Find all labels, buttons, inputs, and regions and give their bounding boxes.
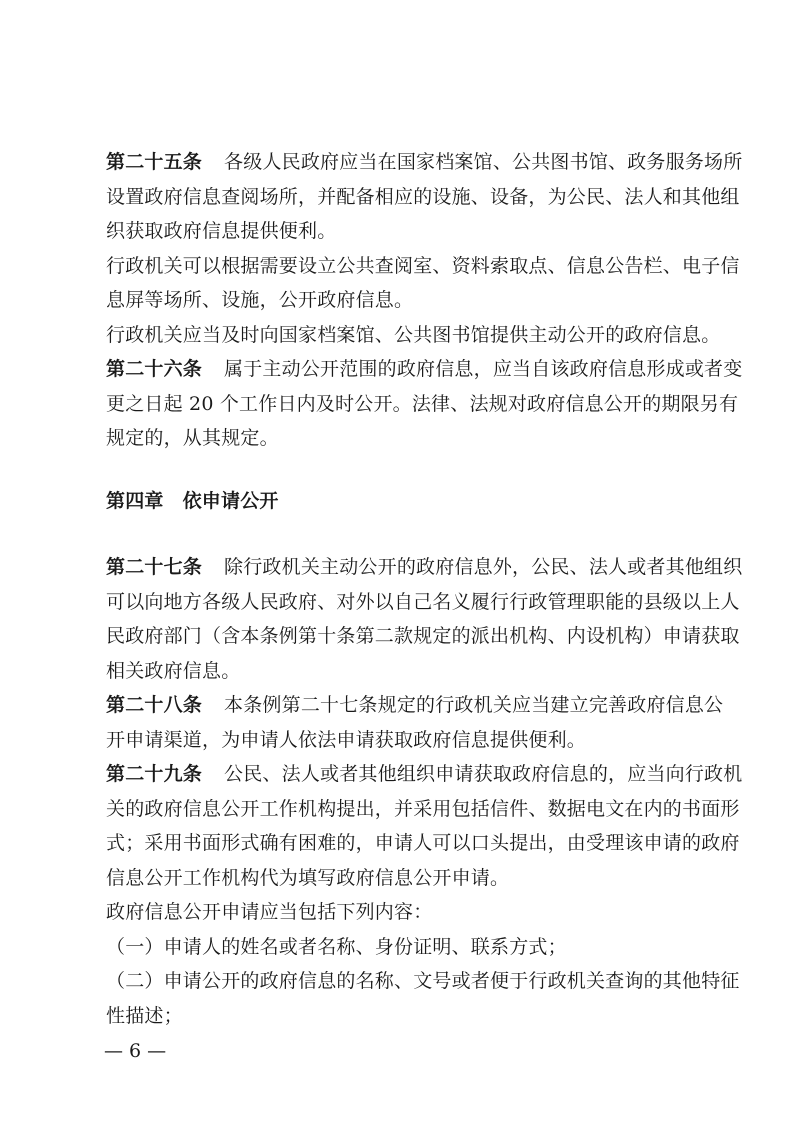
article-text: 开申请渠道，为申请人依法申请获取政府信息提供便利。 [106,728,587,751]
article-26-line-1 [106,352,743,387]
article-text: 相关政府信息。 [106,659,241,682]
article-text: 行政机关应当及时向国家档案馆、公共图书馆提供主动公开的政府信息。 [106,323,721,346]
article-28-line-1 [106,688,724,723]
article-text: 行政机关可以根据需要设立公共查阅室、资料索取点、信息公告栏、电子信 [106,254,740,277]
article-text: 政府信息公开申请应当包括下列内容： [106,901,433,923]
article-text: 设置政府信息查阅场所，并配备相应的设施、设备，为公民、法人和其他组 [106,185,740,208]
article-label: 第二十七条 [106,556,203,578]
article-text: 可以向地方各级人民政府、对外以自己名义履行行政管理职能的县级以上人 [106,590,740,613]
article-27-line-1 [106,550,743,585]
article-26 [106,352,743,456]
article-text: 更之日起 20 个工作日内及时公开。法律、法规对政府信息公开的期限另有 [106,392,739,415]
document-body [106,145,743,1033]
article-text: 各级人民政府应当在国家档案馆、公共图书馆、政务服务场所 [224,151,743,173]
article-text: 式；采用书面形式确有困难的，申请人可以口头提出，由受理该申请的政府 [106,832,740,854]
article-label: 第二十五条 [106,151,203,173]
article-text: 关的政府信息公开工作机构提出，并采用包括信件、数据电文在内的书面形 [106,797,740,820]
page-number: — 6 — [104,1040,167,1062]
article-29 [106,757,743,1033]
chapter-number: 第四章 [106,489,164,512]
list-item: （一）申请人的姓名或者名称、身份证明、联系方式； [106,935,567,958]
article-text: 除行政机关主动公开的政府信息外，公民、法人或者其他组织 [224,556,743,578]
article-label: 第二十九条 [106,763,203,785]
article-label: 第二十八条 [106,694,203,716]
spacer [106,456,696,484]
article-text: 民政府部门（含本条例第十条第二款规定的派出机构、内设机构）申请获取 [106,625,740,647]
article-text: 息屏等场所、设施，公开政府信息。 [106,289,414,311]
list-item: （二）申请公开的政府信息的名称、文号或者便于行政机关查询的其他特征 [106,970,740,992]
article-29-line-1 [106,757,743,792]
article-text: 属于主动公开范围的政府信息，应当自该政府信息形成或者变 [224,358,743,380]
article-text: 公民、法人或者其他组织申请获取政府信息的，应当向行政机 [224,763,743,785]
article-text: 本条例第二十七条规定的行政机关应当建立完善政府信息公 [224,694,724,716]
article-28 [106,688,724,757]
chapter-heading [106,484,696,519]
article-text: 信息公开工作机构代为填写政府信息公开申请。 [106,866,510,889]
spacer [106,518,696,550]
chapter-title: 依申请公开 [182,489,279,512]
article-text: 织获取政府信息提供便利。 [106,220,337,242]
article-25-line-1 [106,145,743,180]
article-label: 第二十六条 [106,358,203,380]
article-text: 规定的，从其规定。 [106,427,279,449]
article-27 [106,550,743,688]
list-item-continued: 性描述； [106,1004,183,1027]
article-25 [106,145,743,352]
